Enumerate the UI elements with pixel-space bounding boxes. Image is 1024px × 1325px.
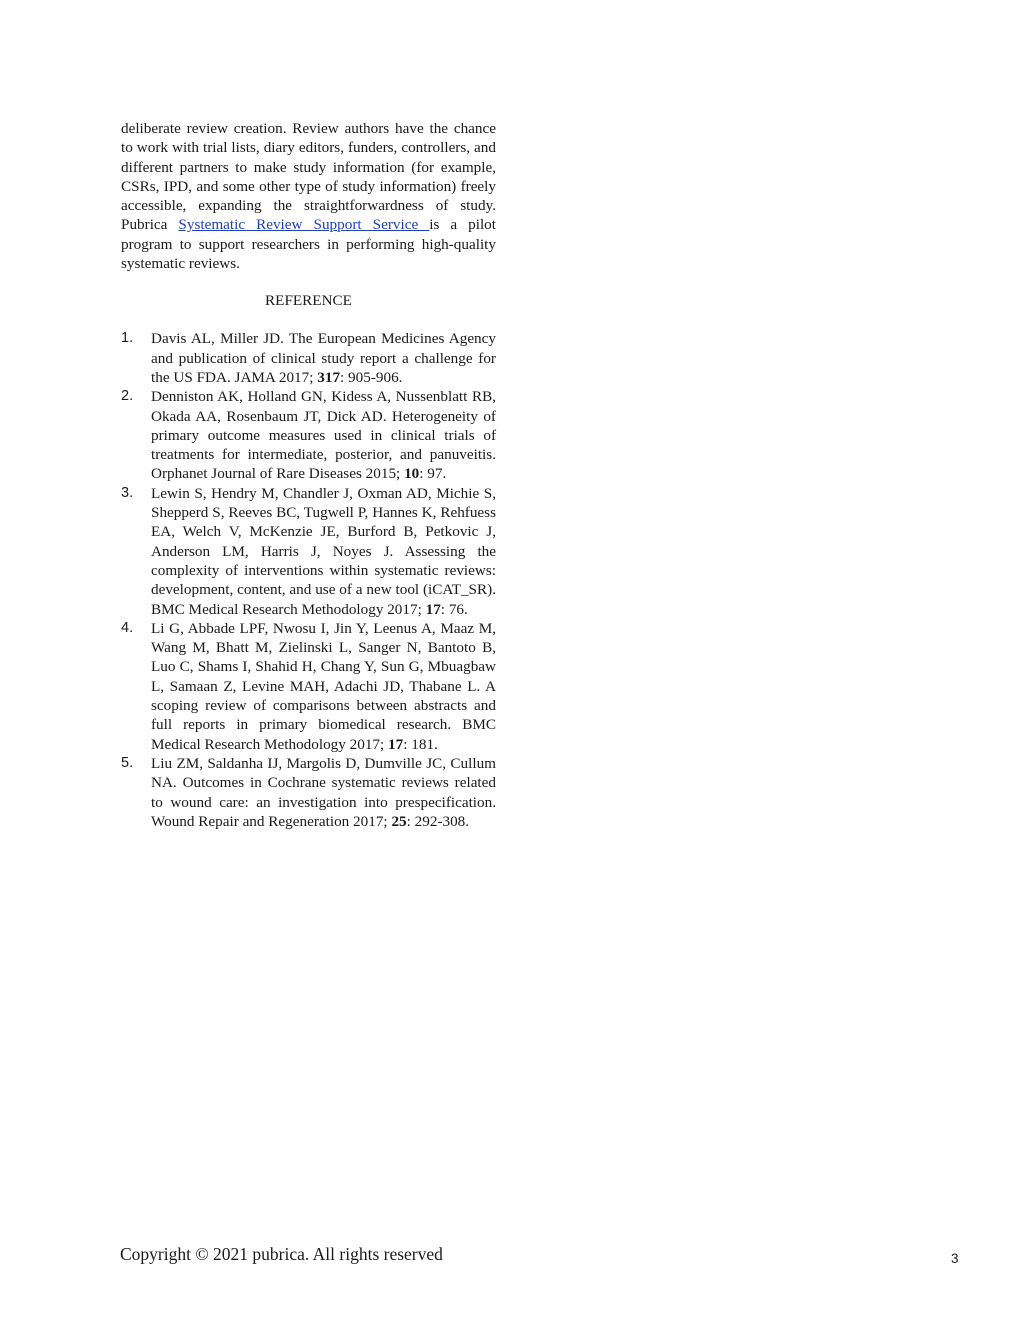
reference-volume: 25 bbox=[391, 812, 407, 830]
reference-text: Davis AL, Miller JD. The European Medicines Agency and publication of clinical study report a challenge for the US FDA. JAMA 2017; bbox=[151, 330, 496, 386]
reference-pages: : 181. bbox=[403, 735, 438, 753]
reference-item bbox=[121, 387, 496, 483]
reference-text: Li G, Abbade LPF, Nwosu I, Jin Y, Leenus A, Maaz M, Wang M, Bhatt M, Zielinski L, Sanger N, Bantoto B, Luo C, Shams I, Shahid H, Chang Y, Sun G, Mbuagbaw L, Samaan Z, Levine MAH, Adachi JD, Thabane L. A scoping review of comparisons between abstracts and full reports in primary biomedical research. BMC Medical Research Methodology 2017; bbox=[151, 619, 496, 753]
main-column bbox=[121, 119, 496, 831]
intro-paragraph bbox=[121, 119, 496, 273]
reference-number: 1. bbox=[121, 330, 134, 347]
reference-volume: 17 bbox=[425, 600, 441, 618]
reference-text: Liu ZM, Saldanha IJ, Margolis D, Dumville JC, Cullum NA. Outcomes in Cochrane systematic reviews related to wound care: an investigation into prespecification. Wound Repair and Regeneration 2017; bbox=[151, 754, 496, 830]
reference-item bbox=[121, 619, 496, 754]
reference-volume: 317 bbox=[317, 368, 341, 386]
reference-pages: : 76. bbox=[440, 600, 468, 618]
reference-list bbox=[121, 329, 496, 831]
intro-text-before-link: deliberate review creation. Review authors have the chance to work with trial lists, diary editors, funders, controllers, and different partners to make study information (for example, CSRs, IPD, and some other type of study information) freely accessible, expanding the straightforwardness of study. Pubrica bbox=[121, 120, 496, 234]
reference-item bbox=[121, 754, 496, 831]
reference-number: 2. bbox=[121, 388, 134, 405]
systematic-review-support-link[interactable]: Systematic Review Support Service bbox=[178, 216, 430, 234]
references-heading: REFERENCE bbox=[265, 292, 352, 310]
reference-number: 4. bbox=[121, 619, 134, 636]
intro-text-after-link: is a pilot program to support researchers in performing high-quality systematic reviews. bbox=[121, 216, 496, 273]
reference-text: Lewin S, Hendry M, Chandler J, Oxman AD, Michie S, Shepperd S, Reeves BC, Tugwell P, Hannes K, Rehfuess EA, Welch V, McKenzie JE, Burford B, Petkovic J, Anderson LM, Harris J, Noyes J. Assessing the complexity of interventions within systematic reviews: development, content, and use of a new tool (iCAT_SR). BMC Medical Research Methodology 2017; bbox=[151, 484, 496, 618]
reference-number: 5. bbox=[121, 754, 134, 771]
reference-item bbox=[121, 484, 496, 619]
reference-volume: 17 bbox=[388, 735, 404, 753]
reference-volume: 10 bbox=[404, 465, 420, 483]
reference-text: Denniston AK, Holland GN, Kidess A, Nussenblatt RB, Okada AA, Rosenbaum JT, Dick AD. Heterogeneity of primary outcome measures used in clinical trials of treatments for intermediate, posterior, and panuveitis. Orphanet Journal of Rare Diseases 2015; bbox=[151, 388, 496, 483]
reference-item bbox=[121, 329, 496, 387]
page-number: 3 bbox=[951, 1251, 959, 1266]
reference-number: 3. bbox=[121, 484, 134, 501]
reference-pages: : 905-906. bbox=[340, 368, 403, 386]
reference-pages: : 97. bbox=[419, 465, 447, 483]
reference-pages: : 292-308. bbox=[406, 812, 470, 830]
copyright-footer: Copyright © 2021 pubrica. All rights reserved bbox=[120, 1244, 443, 1264]
